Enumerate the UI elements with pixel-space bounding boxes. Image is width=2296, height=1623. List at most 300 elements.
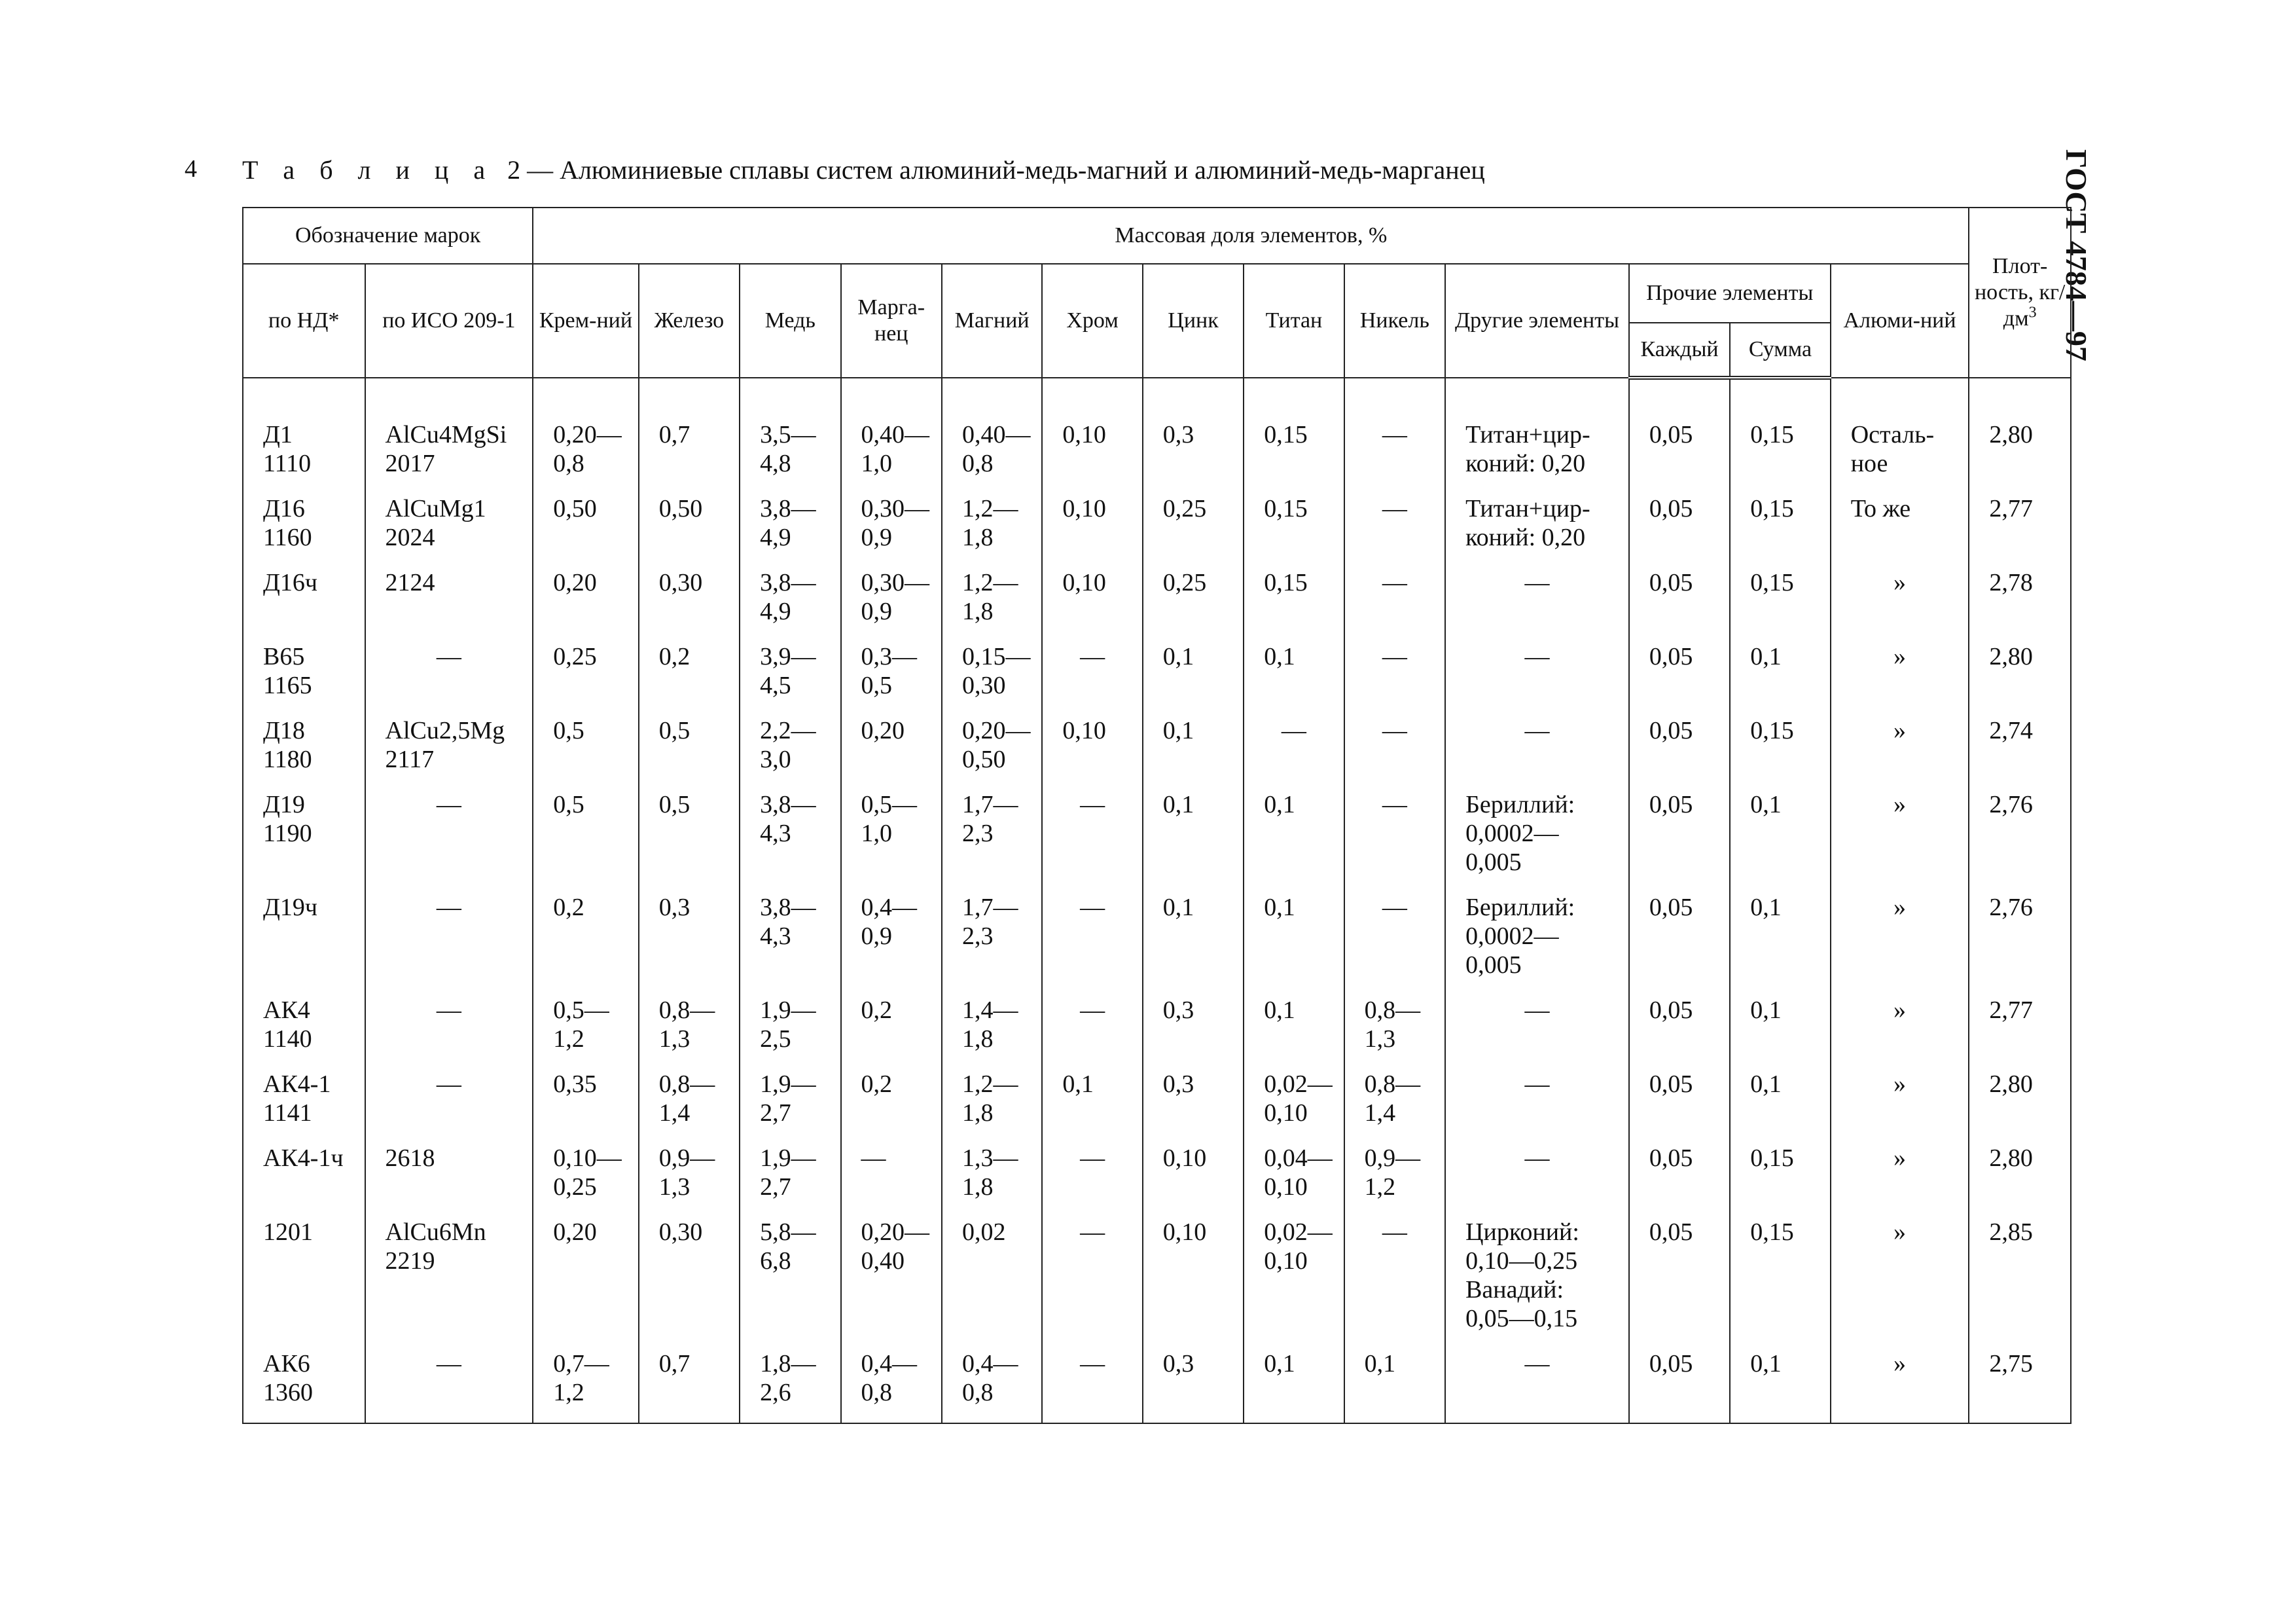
- cell-other: [1445, 1144, 1629, 1218]
- table-row: [243, 790, 2071, 893]
- cell-line: 0,1: [1750, 1070, 1782, 1098]
- cell-line: 0,8—: [1364, 1070, 1421, 1098]
- cell-mn: [841, 420, 942, 494]
- cell-line: 1,4: [658, 1099, 691, 1127]
- cell-each: [1629, 790, 1730, 893]
- cell-line: 1,4: [1364, 1099, 1396, 1127]
- cell-line: 0,50: [658, 495, 703, 522]
- cell-line: —: [861, 1144, 886, 1172]
- cell-line: 0,25: [1162, 569, 1207, 596]
- cell-other: [1445, 642, 1629, 716]
- cell-line: 0,1: [1750, 1350, 1782, 1377]
- cell-line: 0,05: [1649, 1350, 1693, 1377]
- cell-line: 0,10: [1062, 421, 1106, 448]
- cell-line: 0,30: [658, 569, 703, 596]
- cell-cr: [1042, 893, 1142, 996]
- cell-iso: [365, 568, 533, 642]
- cell-mg: [942, 568, 1042, 642]
- cell-line: 2,74: [1989, 717, 2033, 744]
- cell-fe: [639, 893, 740, 996]
- cell-line: —: [1524, 1144, 1550, 1172]
- cell-mg: [942, 642, 1042, 716]
- cell-line: 0,05: [1649, 643, 1693, 670]
- cell-cu: [740, 642, 840, 716]
- cell-iso: [365, 1070, 533, 1144]
- cell-line: 0,5—: [553, 996, 609, 1024]
- cell-line: 0,15—: [961, 643, 1031, 670]
- cell-fe: [639, 1070, 740, 1144]
- cell-line: АК4-1ч: [263, 1144, 344, 1172]
- cell-si: [533, 1218, 638, 1349]
- cell-density: [1969, 420, 2071, 494]
- cell-line: —: [1382, 791, 1407, 818]
- cell-line: 1,2: [553, 1379, 584, 1406]
- cell-line: 0,20—: [861, 1218, 930, 1246]
- cell-density: [1969, 1218, 2071, 1349]
- cell-line: 0,05: [1649, 1070, 1693, 1098]
- cell-line: 1,9—: [760, 1070, 816, 1098]
- cell-line: 2017: [385, 450, 435, 477]
- cell-mg: [942, 1218, 1042, 1349]
- spacer-cell: [740, 378, 840, 420]
- cell-ti: [1244, 1349, 1344, 1423]
- cell-line: 2,2—: [760, 717, 816, 744]
- cell-mn: [841, 1218, 942, 1349]
- cell-line: 2,80: [1989, 1144, 2033, 1172]
- cell-al: [1831, 893, 1969, 996]
- cell-line: 0,25: [553, 1173, 597, 1201]
- cell-line: Д16ч: [263, 569, 318, 596]
- cell-line: АК6: [263, 1350, 310, 1377]
- cell-other: [1445, 893, 1629, 996]
- cell-other: [1445, 790, 1629, 893]
- cell-line: 0,05: [1649, 495, 1693, 522]
- cell-line: То же: [1850, 495, 1911, 522]
- cell-line: 0,15: [1750, 1218, 1794, 1246]
- cell-iso: [365, 1349, 533, 1423]
- cell-nd: [243, 420, 365, 494]
- cell-mg: [942, 494, 1042, 568]
- cell-line: —: [1080, 791, 1105, 818]
- cell-line: 0,50: [553, 495, 597, 522]
- cell-line: 0,5—: [861, 791, 918, 818]
- cell-mn: [841, 1144, 942, 1218]
- cell-line: Титан+цир-: [1465, 495, 1590, 522]
- cell-line: —: [1382, 1218, 1407, 1246]
- cell-cr: [1042, 1349, 1142, 1423]
- cell-line: 2,80: [1989, 1070, 2033, 1098]
- cell-line: 0,02—: [1264, 1218, 1333, 1246]
- cell-each: [1629, 1070, 1730, 1144]
- cell-line: 1,8—: [760, 1350, 816, 1377]
- cell-cr: [1042, 1218, 1142, 1349]
- cell-line: 1201: [263, 1218, 313, 1246]
- cell-fe: [639, 996, 740, 1070]
- cell-density: [1969, 996, 2071, 1070]
- cell-ni: [1344, 790, 1445, 893]
- cell-line: 0,7: [658, 1350, 691, 1377]
- cell-line: 0,3: [658, 894, 691, 921]
- cell-other: [1445, 568, 1629, 642]
- cell-cu: [740, 1218, 840, 1349]
- cell-line: 3,8—: [760, 894, 816, 921]
- cell-line: »: [1893, 643, 1907, 670]
- cell-line: 0,9: [861, 922, 893, 950]
- cell-cu: [740, 420, 840, 494]
- cell-line: В65: [263, 643, 305, 670]
- cell-si: [533, 790, 638, 893]
- cell-ti: [1244, 716, 1344, 790]
- cell-line: АК4: [263, 996, 310, 1024]
- cell-ti: [1244, 642, 1344, 716]
- cell-line: —: [436, 894, 461, 921]
- cell-iso: [365, 716, 533, 790]
- header-designation: Обозначение марок: [243, 208, 533, 264]
- cell-line: 0,35: [553, 1070, 597, 1098]
- cell-line: 0,30: [658, 1218, 703, 1246]
- cell-al: [1831, 1349, 1969, 1423]
- cell-density: [1969, 642, 2071, 716]
- cell-sum: [1730, 568, 1830, 642]
- cell-nd: [243, 1349, 365, 1423]
- cell-ti: [1244, 790, 1344, 893]
- cell-zn: [1143, 716, 1244, 790]
- cell-line: 0,15: [1750, 717, 1794, 744]
- cell-line: 1,9—: [760, 1144, 816, 1172]
- cell-line: 2,3: [961, 820, 994, 847]
- cell-mn: [841, 568, 942, 642]
- cell-line: 0,2: [553, 894, 584, 921]
- cell-mn: [841, 893, 942, 996]
- cell-each: [1629, 1218, 1730, 1349]
- cell-line: 0,05: [1649, 1144, 1693, 1172]
- cell-line: 0,15: [1264, 569, 1308, 596]
- header-aluminium: Алюми-ний: [1831, 264, 1969, 378]
- cell-mn: [841, 790, 942, 893]
- cell-ti: [1244, 1218, 1344, 1349]
- cell-al: [1831, 716, 1969, 790]
- cell-line: 1,3—: [961, 1144, 1018, 1172]
- cell-other: [1445, 1070, 1629, 1144]
- cell-fe: [639, 790, 740, 893]
- cell-line: 0,5: [553, 717, 584, 744]
- cell-line: 2024: [385, 524, 435, 551]
- cell-fe: [639, 716, 740, 790]
- cell-iso: [365, 642, 533, 716]
- spacer-cell: [1042, 378, 1142, 420]
- cell-line: —: [1524, 1070, 1550, 1098]
- cell-line: 0,1: [1264, 791, 1295, 818]
- cell-line: 1190: [263, 820, 312, 847]
- cell-line: 2,85: [1989, 1218, 2033, 1246]
- cell-line: 1,8: [961, 598, 994, 625]
- cell-line: 4,3: [760, 922, 791, 950]
- cell-line: 0,02: [961, 1218, 1006, 1246]
- cell-line: Д19: [263, 791, 305, 818]
- cell-line: 0,10: [1264, 1247, 1308, 1275]
- cell-line: »: [1893, 717, 1907, 744]
- cell-line: 0,3: [1162, 1070, 1194, 1098]
- cell-line: 5,8—: [760, 1218, 816, 1246]
- cell-cu: [740, 1070, 840, 1144]
- cell-ni: [1344, 568, 1445, 642]
- cell-line: 0,7—: [553, 1350, 609, 1377]
- cell-mg: [942, 1070, 1042, 1144]
- cell-density: [1969, 893, 2071, 996]
- cell-line: —: [1080, 1350, 1105, 1377]
- cell-line: 0,4—: [861, 894, 918, 921]
- cell-ti: [1244, 1070, 1344, 1144]
- cell-sum: [1730, 893, 1830, 996]
- cell-line: Цирконий:: [1465, 1218, 1579, 1246]
- cell-line: 0,40—: [861, 421, 930, 448]
- cell-each: [1629, 716, 1730, 790]
- cell-line: 0,2: [658, 643, 691, 670]
- cell-line: 2124: [385, 569, 435, 596]
- cell-line: 0,9: [861, 524, 893, 551]
- cell-zn: [1143, 642, 1244, 716]
- cell-other: [1445, 1349, 1629, 1423]
- header-misc-elements: Прочие элементы: [1629, 264, 1831, 323]
- cell-ni: [1344, 642, 1445, 716]
- cell-line: 1,2—: [961, 495, 1018, 522]
- cell-line: 0,15: [1750, 569, 1794, 596]
- spacer-cell: [1244, 378, 1344, 420]
- cell-line: 1,8: [961, 1173, 994, 1201]
- cell-line: —: [1524, 717, 1550, 744]
- cell-line: 0,15: [1264, 421, 1308, 448]
- cell-nd: [243, 1144, 365, 1218]
- cell-fe: [639, 568, 740, 642]
- cell-line: AlCu6Mn: [385, 1218, 486, 1246]
- cell-line: 0,8—: [658, 996, 715, 1024]
- cell-line: 3,9—: [760, 643, 816, 670]
- cell-line: АК4-1: [263, 1070, 331, 1098]
- cell-each: [1629, 494, 1730, 568]
- cell-zn: [1143, 790, 1244, 893]
- header-iso: по ИСО 209-1: [365, 264, 533, 378]
- cell-iso: [365, 1144, 533, 1218]
- cell-zn: [1143, 494, 1244, 568]
- cell-line: Д19ч: [263, 894, 318, 921]
- cell-density: [1969, 716, 2071, 790]
- spacer-cell: [841, 378, 942, 420]
- cell-line: —: [1382, 643, 1407, 670]
- cell-line: 0,10: [1062, 569, 1106, 596]
- cell-cu: [740, 1349, 840, 1423]
- cell-sum: [1730, 1349, 1830, 1423]
- cell-si: [533, 568, 638, 642]
- cell-line: коний: 0,20: [1465, 524, 1586, 551]
- header-magnesium: Магний: [942, 264, 1042, 378]
- cell-line: 0,4—: [861, 1350, 918, 1377]
- cell-line: Бериллий:: [1465, 791, 1575, 818]
- cell-line: 0,05: [1649, 996, 1693, 1024]
- cell-line: 2,76: [1989, 791, 2033, 818]
- cell-line: 0,3: [1162, 1350, 1194, 1377]
- table-row: [243, 642, 2071, 716]
- cell-line: 0,04—: [1264, 1144, 1333, 1172]
- cell-density: [1969, 1144, 2071, 1218]
- cell-line: 0,20: [553, 1218, 597, 1246]
- cell-line: 3,5—: [760, 421, 816, 448]
- cell-line: 0,10: [1062, 495, 1106, 522]
- cell-line: 0,1: [1162, 791, 1194, 818]
- cell-line: 2,7: [760, 1173, 791, 1201]
- cell-line: 1,3: [658, 1173, 691, 1201]
- cell-line: »: [1893, 791, 1907, 818]
- cell-al: [1831, 790, 1969, 893]
- cell-line: —: [436, 1350, 461, 1377]
- header-sum: Сумма: [1730, 323, 1830, 378]
- cell-line: AlCu4MgSi: [385, 421, 507, 448]
- cell-line: 1140: [263, 1025, 312, 1053]
- cell-each: [1629, 642, 1730, 716]
- cell-nd: [243, 1218, 365, 1349]
- cell-line: 0,9—: [658, 1144, 715, 1172]
- cell-line: 2,80: [1989, 643, 2033, 670]
- header-nd: по НД*: [243, 264, 365, 378]
- cell-line: 0,02—: [1264, 1070, 1333, 1098]
- cell-cr: [1042, 642, 1142, 716]
- cell-line: 0,5: [861, 672, 893, 699]
- cell-line: 1160: [263, 524, 312, 551]
- cell-fe: [639, 1144, 740, 1218]
- cell-fe: [639, 494, 740, 568]
- cell-al: [1831, 568, 1969, 642]
- cell-al: [1831, 420, 1969, 494]
- cell-cu: [740, 996, 840, 1070]
- cell-line: 1,0: [861, 820, 893, 847]
- cell-line: ное: [1850, 450, 1888, 477]
- table-row: [243, 996, 2071, 1070]
- header-iron: Железо: [639, 264, 740, 378]
- cell-line: —: [1524, 996, 1550, 1024]
- cell-line: 2,5: [760, 1025, 791, 1053]
- cell-line: 2117: [385, 746, 435, 773]
- cell-sum: [1730, 494, 1830, 568]
- cell-line: »: [1893, 1070, 1907, 1098]
- cell-sum: [1730, 1144, 1830, 1218]
- cell-line: 0,05: [1649, 717, 1693, 744]
- cell-line: 0,3: [1162, 421, 1194, 448]
- cell-line: 4,9: [760, 598, 791, 625]
- cell-cr: [1042, 996, 1142, 1070]
- cell-ti: [1244, 1144, 1344, 1218]
- cell-line: 0,30—: [861, 569, 930, 596]
- cell-line: »: [1893, 569, 1907, 596]
- cell-line: 3,0: [760, 746, 791, 773]
- header-copper: Медь: [740, 264, 840, 378]
- cell-cr: [1042, 1070, 1142, 1144]
- header-manganese: Марга-нец: [841, 264, 942, 378]
- cell-zn: [1143, 1070, 1244, 1144]
- cell-line: —: [1382, 569, 1407, 596]
- cell-each: [1629, 996, 1730, 1070]
- cell-al: [1831, 642, 1969, 716]
- cell-line: 0,10—0,25: [1465, 1247, 1578, 1275]
- cell-line: 2,77: [1989, 495, 2033, 522]
- cell-zn: [1143, 893, 1244, 996]
- cell-line: 1180: [263, 746, 312, 773]
- table-spacer-row: [243, 378, 2071, 420]
- cell-line: —: [1080, 1218, 1105, 1246]
- cell-line: 1,4—: [961, 996, 1018, 1024]
- cell-line: 0,05: [1649, 791, 1693, 818]
- cell-each: [1629, 1144, 1730, 1218]
- spacer-cell: [365, 378, 533, 420]
- cell-line: 0,10—: [553, 1144, 622, 1172]
- cell-line: 0,1: [1264, 1350, 1295, 1377]
- header-zinc: Цинк: [1143, 264, 1244, 378]
- cell-line: —: [1080, 894, 1105, 921]
- cell-each: [1629, 1349, 1730, 1423]
- cell-line: 0,1: [1750, 894, 1782, 921]
- cell-line: 0,005: [1465, 951, 1522, 979]
- table-caption-text: 2 — Алюминиевые сплавы систем алюминий-медь-магний и алюминий-медь-марганец: [507, 155, 1485, 185]
- spacer-cell: [1969, 378, 2071, 420]
- cell-ti: [1244, 996, 1344, 1070]
- cell-si: [533, 1070, 638, 1144]
- spacer-cell: [1344, 378, 1445, 420]
- cell-line: 0,5: [658, 791, 691, 818]
- cell-line: 0,30: [961, 672, 1006, 699]
- spacer-cell: [942, 378, 1042, 420]
- cell-line: 0,1: [1264, 996, 1295, 1024]
- cell-line: 0,8—: [658, 1070, 715, 1098]
- cell-line: 0,005: [1465, 848, 1522, 876]
- cell-ni: [1344, 494, 1445, 568]
- spacer-cell: [1730, 378, 1830, 420]
- cell-line: 0,8: [553, 450, 584, 477]
- cell-si: [533, 716, 638, 790]
- cell-line: Ванадий:: [1465, 1276, 1564, 1304]
- cell-density: [1969, 1349, 2071, 1423]
- table-caption: [242, 155, 1485, 185]
- cell-line: 3,8—: [760, 495, 816, 522]
- cell-line: —: [1382, 421, 1407, 448]
- cell-each: [1629, 568, 1730, 642]
- cell-line: 1,2—: [961, 1070, 1018, 1098]
- cell-line: 0,1: [1750, 996, 1782, 1024]
- cell-line: 3,8—: [760, 791, 816, 818]
- cell-line: 1,7—: [961, 894, 1018, 921]
- cell-cu: [740, 893, 840, 996]
- cell-nd: [243, 642, 365, 716]
- cell-line: —: [1524, 643, 1550, 670]
- table-row: [243, 893, 2071, 996]
- cell-line: —: [1382, 717, 1407, 744]
- cell-line: 1,8: [961, 1025, 994, 1053]
- cell-line: 0,4—: [961, 1350, 1018, 1377]
- cell-zn: [1143, 568, 1244, 642]
- cell-line: 0,20: [861, 717, 905, 744]
- cell-line: 0,5: [658, 717, 691, 744]
- cell-si: [533, 996, 638, 1070]
- cell-mn: [841, 494, 942, 568]
- cell-nd: [243, 494, 365, 568]
- cell-each: [1629, 420, 1730, 494]
- cell-ni: [1344, 716, 1445, 790]
- cell-cr: [1042, 494, 1142, 568]
- cell-line: 2618: [385, 1144, 435, 1172]
- cell-mg: [942, 1349, 1042, 1423]
- cell-other: [1445, 494, 1629, 568]
- cell-line: 1,3: [658, 1025, 691, 1053]
- table-row: [243, 1144, 2071, 1218]
- cell-sum: [1730, 420, 1830, 494]
- cell-line: 1,8: [961, 1099, 994, 1127]
